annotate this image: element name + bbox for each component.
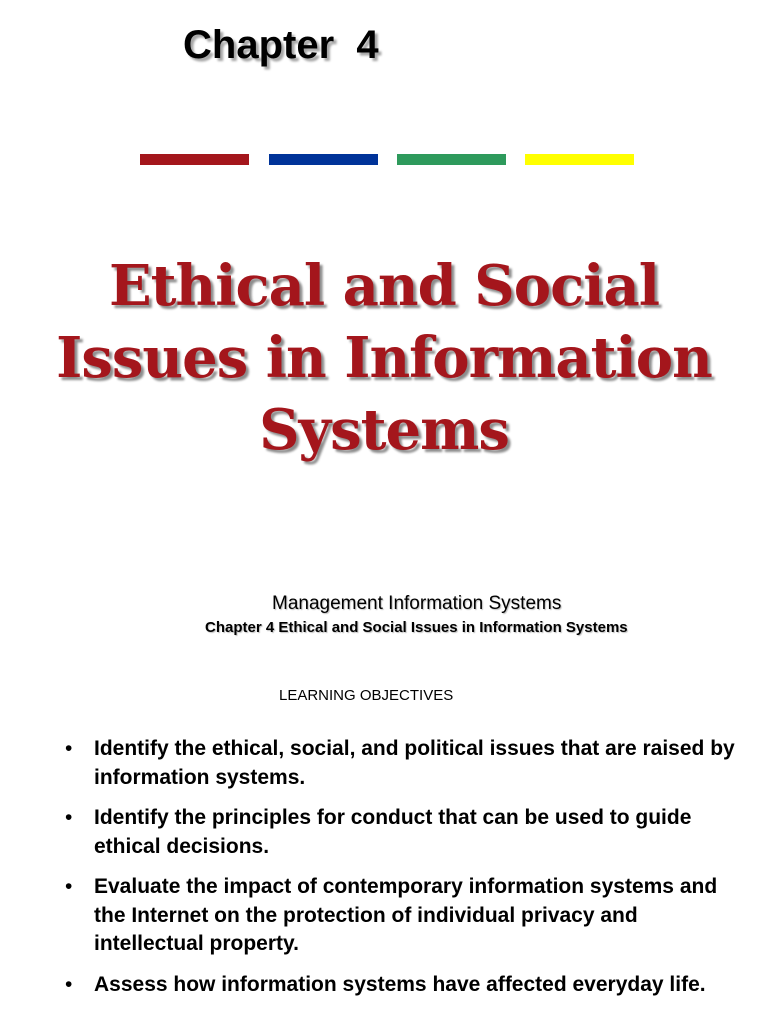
list-item: [62, 873, 752, 959]
list-item: [62, 735, 752, 792]
learning-objectives-heading: LEARNING OBJECTIVES: [279, 687, 454, 704]
objective-text: Identify the ethical, social, and political issues that are raised by information systems.: [94, 737, 735, 789]
bullet-icon: •: [65, 875, 73, 898]
red-color-bar: [140, 154, 249, 165]
bullet-icon: •: [65, 806, 73, 829]
list-item: [62, 971, 752, 1000]
objective-text: Evaluate the impact of contemporary information systems and the Internet on the protection of individual privacy and intellectual property.: [94, 875, 718, 955]
slide-title-line: Systems: [259, 397, 509, 463]
objective-text: Assess how information systems have affected everyday life.: [94, 972, 706, 996]
objective-text: Identify the principles for conduct that can be used to guide ethical decisions.: [94, 806, 692, 858]
bullet-icon: •: [65, 737, 73, 760]
green-color-bar: [397, 154, 506, 165]
course-chapter-subtitle: Chapter 4 Ethical and Social Issues in Information Systems: [205, 619, 628, 636]
yellow-color-bar: [525, 154, 634, 165]
blue-color-bar: [269, 154, 378, 165]
slide-title-line: Ethical and Social: [108, 253, 660, 319]
bullet-icon: •: [65, 972, 73, 996]
slide-title-line: Issues in Information: [56, 325, 712, 391]
learning-objectives-list: [62, 735, 752, 1011]
list-item: [62, 804, 752, 861]
slide-title: [0, 250, 768, 466]
chapter-heading: Chapter 4: [183, 23, 379, 67]
course-title: Management Information Systems: [272, 593, 562, 614]
color-bar-strip: [0, 154, 768, 166]
